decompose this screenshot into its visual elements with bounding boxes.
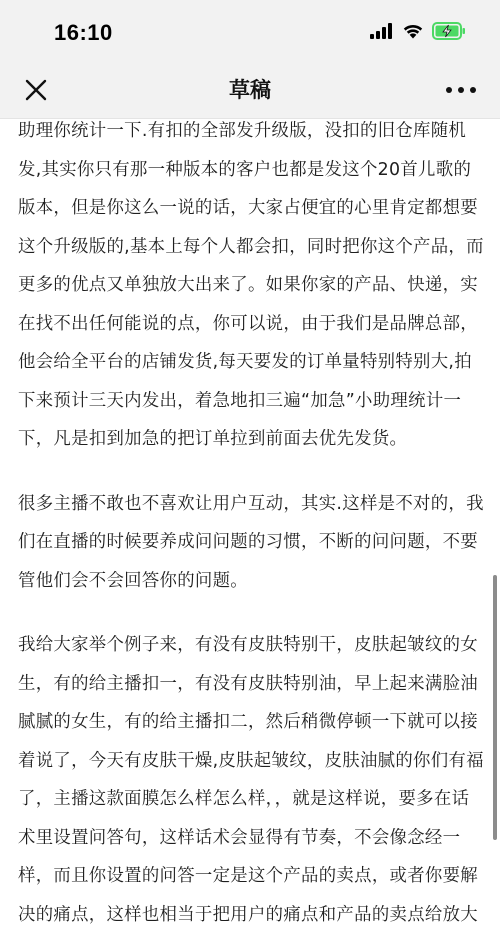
signal-icon (370, 23, 394, 43)
paragraph: 很多主播不敢也不喜欢让用户互动，其实.这样是不对的，我们在直播的时候要养成问问题的习惯，不断的问问题，不要管他们会不会回答你的问题。 (18, 493, 484, 591)
status-icons (370, 21, 466, 45)
status-bar (0, 0, 500, 62)
scrollbar[interactable] (493, 575, 497, 840)
status-time: 16:10 (54, 20, 113, 45)
nav-bar (0, 62, 500, 119)
paragraph: 我给大家举个例子来，有没有皮肤特别干，皮肤起皱纹的女生，有的给主播扣一，有没有皮肤特别油，早上起来满脸油腻腻的女生，有的给主播扣二，然后稍微停顿一下就可以接着说了，今天有皮肤干燥,皮肤起皱纹，皮肤油腻的你们有福了，主播这款面膜怎么样怎么样，，就是这样说，要多在话术里设置问答句，这样话术会显得有节奏，不会像念经一样，而且你设置的问答一定是这个产品的卖点，或者你要解决的痛点，这样也相当于把用户的痛点和产品的卖点给放大 (18, 635, 484, 925)
page-title: 草稿 (229, 78, 271, 102)
wifi-icon (402, 23, 424, 43)
battery-charging-icon (432, 22, 466, 44)
draft-content (18, 112, 484, 925)
more-icon[interactable] (444, 78, 478, 102)
paragraph: 助理你统计一下.有扣的全部发升级版，没扣的旧仓库随机发,其实你只有那一种版本的客户也都是发这个20首儿歌的版本，但是你这么一说的话，大家占便宜的心里肯定都想要这个升级版的,基本上每个人都会扣，同时把你这个产品，而更多的优点又单独放大出来了。如果你家的产品、快递，实在找不出任何能说的点，你可以说，由于我们是品牌总部，他会给全平台的店铺发货,每天要发的订单量特别特别大,拍下来预计三天内发出，着急地扣三遍“加急”小助理统计一下，凡是扣到加急的把订单拉到前面去优先发货。 (18, 121, 484, 449)
